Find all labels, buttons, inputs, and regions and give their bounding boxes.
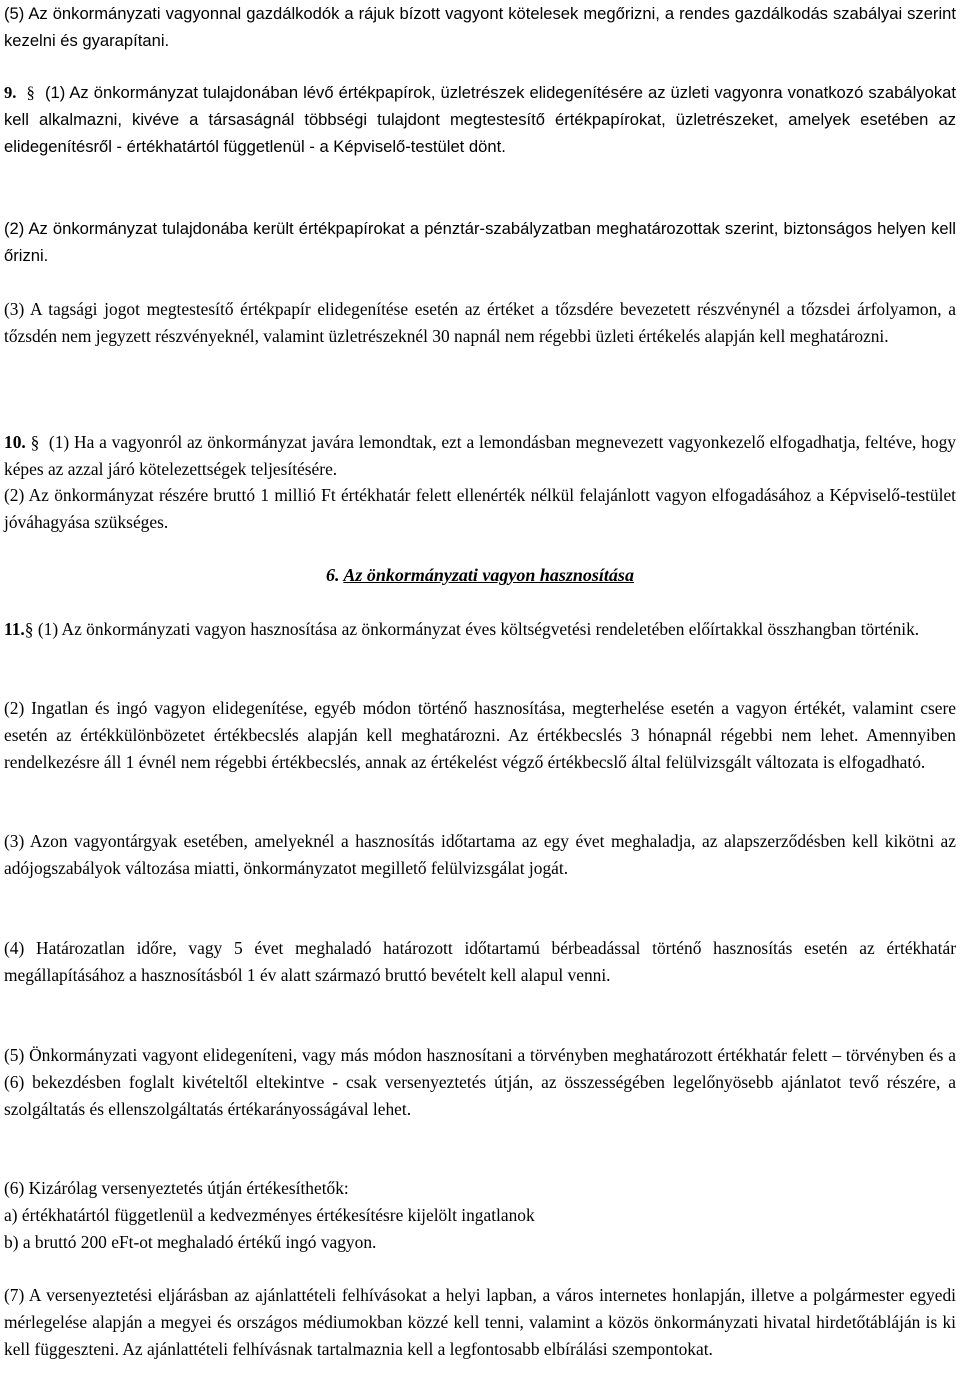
paragraph-text: (7) A versenyeztetési eljárásban az ajánlattételi felhívásokat a helyi lapban, a város internetes honlapján, illetve a polgármester egyedi mérlegelése alapján a megyei és országos médiumokban közzé kell tenni, valamint a közös önkormányzati hivatal hirdetőtábláján is ki kell függeszteni. Az ajánlattételi felhívásnak tartalmaznia kell a legfontosabb elbírálási szempontokat. [4, 1285, 956, 1359]
section-6-heading [4, 562, 956, 589]
section-11-paragraph-3 [4, 828, 956, 882]
section-9-paragraph-3 [4, 296, 956, 350]
section-number: 11. [4, 619, 25, 639]
paragraph-text: (2) Az önkormányzat tulajdonába került értékpapírokat a pénztár-szabályzatban meghatározottak szerint, biztonságos helyen kell őrizni. [4, 219, 956, 265]
section-11-paragraph-5 [4, 1042, 956, 1123]
section-10-paragraph-2 [4, 482, 956, 536]
paragraph-text: (1) Az önkormányzati vagyon hasznosítása az önkormányzat éves költségvetési rendeletében előírtakkal összhangban történik. [37, 619, 920, 639]
section-11-paragraph-1 [4, 616, 956, 643]
heading-number: 6. [326, 565, 340, 585]
paragraph-text: (2) Az önkormányzat részére bruttó 1 millió Ft értékhatár felett ellenérték nélkül felajánlott vagyon elfogadásához a Képviselő-testület jóváhagyása szükséges. [4, 485, 956, 532]
paragraph-text: (3) Azon vagyontárgyak esetében, amelyeknél a hasznosítás időtartama az egy évet meghaladja, az alapszerződésben kell kikötni az adójogszabályok változása miatti, önkormányzatot megillető felülvizsgálat jogát. [4, 831, 956, 878]
section-11-paragraph-4 [4, 935, 956, 989]
list-item-a: a) értékhatártól függetlenül a kedvezményes értékesítésre kijelölt ingatlanok [4, 1205, 535, 1225]
section-number: 10. [4, 432, 26, 452]
section-10-paragraph-1 [4, 429, 956, 483]
section-symbol: § [26, 83, 35, 102]
paragraph-5-continued [4, 0, 956, 54]
paragraph-intro: (6) Kizárólag versenyeztetés útján értékesíthetők: [4, 1178, 349, 1198]
paragraph-text: (1) Az önkormányzat tulajdonában lévő értékpapírok, üzletrészek elidegenítésére az üzleti vagyonra vonatkozó szabályokat kell alkalmazni, kivéve a társaságnál többségi tulajdont megtestesítő értékpapírokat, üzletrészeket, amelyek esetében az elidegenítésről - értékhatártól függetlenül - a Képviselő-testület dönt. [4, 83, 956, 156]
paragraph-text: (1) Ha a vagyonról az önkormányzat javára lemondtak, ezt a lemondásban megnevezett vagyonkezelő elfogadhatja, feltéve, hogy képes az azzal járó kötelezettségek teljesítésére. [4, 432, 956, 479]
paragraph-text: (3) A tagsági jogot megtestesítő értékpapír elidegenítése esetén az értéket a tőzsdére bevezetett részvénynél a tőzsdei árfolyamon, a tőzsdén nem jegyzett részvényeknél, valamint üzletrészeknél 30 napnál nem régebbi üzleti értékelés alapján kell meghatározni. [4, 299, 956, 346]
section-number: 9. [4, 83, 17, 102]
list-item-b: b) a bruttó 200 eFt-ot meghaladó értékű ingó vagyon. [4, 1232, 377, 1252]
section-symbol: § [30, 432, 40, 452]
section-symbol: § [24, 619, 34, 639]
paragraph-text: (5) Önkormányzati vagyont elidegeníteni, vagy más módon hasznosítani a törvényben meghatározott értékhatár felett – törvényben és a (6) bekezdésben foglalt kivételtől eltekintve - csak versenyeztetés útján, az összességében legelőnyösebb ajánlatot tevő részére, a szolgáltatás és ellenszolgáltatás értékarányosságával lehet. [4, 1045, 956, 1119]
section-9-paragraph-2 [4, 215, 956, 269]
section-11-paragraph-6 [4, 1175, 956, 1256]
paragraph-text: (4) Határozatlan időre, vagy 5 évet meghaladó határozott időtartamú bérbeadással történő hasznosítás esetén az értékhatár megállapításához a hasznosításból 1 év alatt származó bruttó bevételt kell alapul venni. [4, 938, 956, 985]
section-11-paragraph-2 [4, 695, 956, 776]
section-9-paragraph-1 [4, 79, 956, 160]
section-11-paragraph-7 [4, 1282, 956, 1363]
heading-title: Az önkormányzati vagyon hasznosítása [343, 565, 634, 585]
paragraph-text: (5) Az önkormányzati vagyonnal gazdálkodók a rájuk bízott vagyont kötelesek megőrizni, a rendes gazdálkodás szabályai szerint kezelni és gyarapítani. [4, 4, 956, 50]
paragraph-text: (2) Ingatlan és ingó vagyon elidegenítése, egyéb módon történő hasznosítása, megterhelése esetén a vagyon értékét, valamint csere esetén az értékkülönbözetet értékbecslés alapján kell meghatározni. Az értékbecslés 3 hónapnál régebbi nem lehet. Amennyiben rendelkezésre áll 1 évnél nem régebbi értékbecslés, annak az értékelést végző értékbecslő által felülvizsgált változata is elfogadható. [4, 698, 956, 772]
